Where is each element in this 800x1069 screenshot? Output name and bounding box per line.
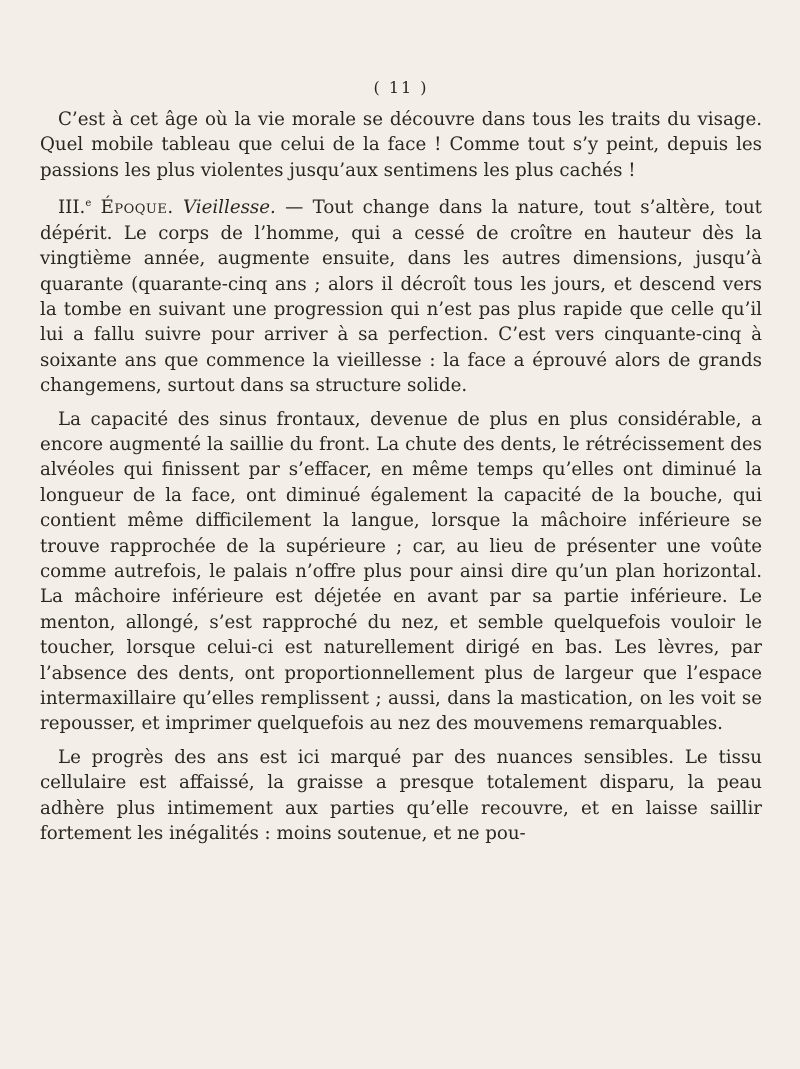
- body-text: [40, 107, 762, 846]
- paragraph-4: Le progrès des ans est ici marqué par des nuances sensibles. Le tissu cellulaire est affaissé, la graisse a presque totalement disparu, la peau adhère plus intimement aux parties qu’elle recouvre, et en laisse saillir fortement les inégalités : moins soutenue, et ne pou-: [40, 746, 762, 845]
- epoch-title: Vieillesse.: [182, 197, 276, 219]
- paragraph-2: [40, 191, 762, 398]
- epoch-superscript: e: [85, 198, 92, 210]
- paragraph-1: C’est à cet âge où la vie morale se découvre dans tous les traits du visage. Quel mobile tableau que celui de la face ! Comme tout s’y peint, depuis les passions les plus violentes jusqu’aux sentimens les plus cachés !: [40, 109, 762, 181]
- epoch-number: III.: [58, 197, 86, 219]
- page-number: ( 11 ): [373, 78, 429, 97]
- epoch-label: Époque.: [100, 197, 174, 219]
- paragraph-2-text: — Tout change dans la nature, tout s’altère, tout dépérit. Le corps de l’homme, qui a cessé de croître en hauteur dès la vingtième année, augmente ensuite, dans les autres dimensions, jusqu’à quarante (quarante-cinq ans ; alors il décroît tous les jours, et descend vers la tombe en suivant une progression qui n’est pas plus rapide que celle qu’il lui a fallu suivre pour arriver à sa perfection. C’est vers cinquante-cinq à soixante ans que commence la vieillesse : la face a éprouvé alors de grands changemens, surtout dans sa structure solide.: [40, 197, 762, 397]
- paragraph-3: La capacité des sinus frontaux, devenue de plus en plus considérable, a encore augmenté la saillie du front. La chute des dents, le rétrécissement des alvéoles qui finissent par s’effacer, en même temps qu’elles ont diminué la longueur de la face, ont diminué également la capacité de la bouche, qui contient même difficilement la langue, lorsque la mâchoire inférieure se trouve rapprochée de la supérieure ; car, au lieu de présenter une voûte comme autrefois, le palais n’offre plus pour ainsi dire qu’un plan horizontal. La mâchoire inférieure est déjetée en avant par sa partie inférieure. Le menton, allongé, s’est rapproché du nez, et semble quelquefois vouloir le toucher, lorsque celui-ci est naturellement dirigé en bas. Les lèvres, par l’absence des dents, ont proportionnellement plus de largeur que l’espace intermaxillaire qu’elles remplissent ; aussi, dans la mastication, on les voit se repousser, et imprimer quelquefois au nez des mouvemens remarquables.: [40, 408, 762, 735]
